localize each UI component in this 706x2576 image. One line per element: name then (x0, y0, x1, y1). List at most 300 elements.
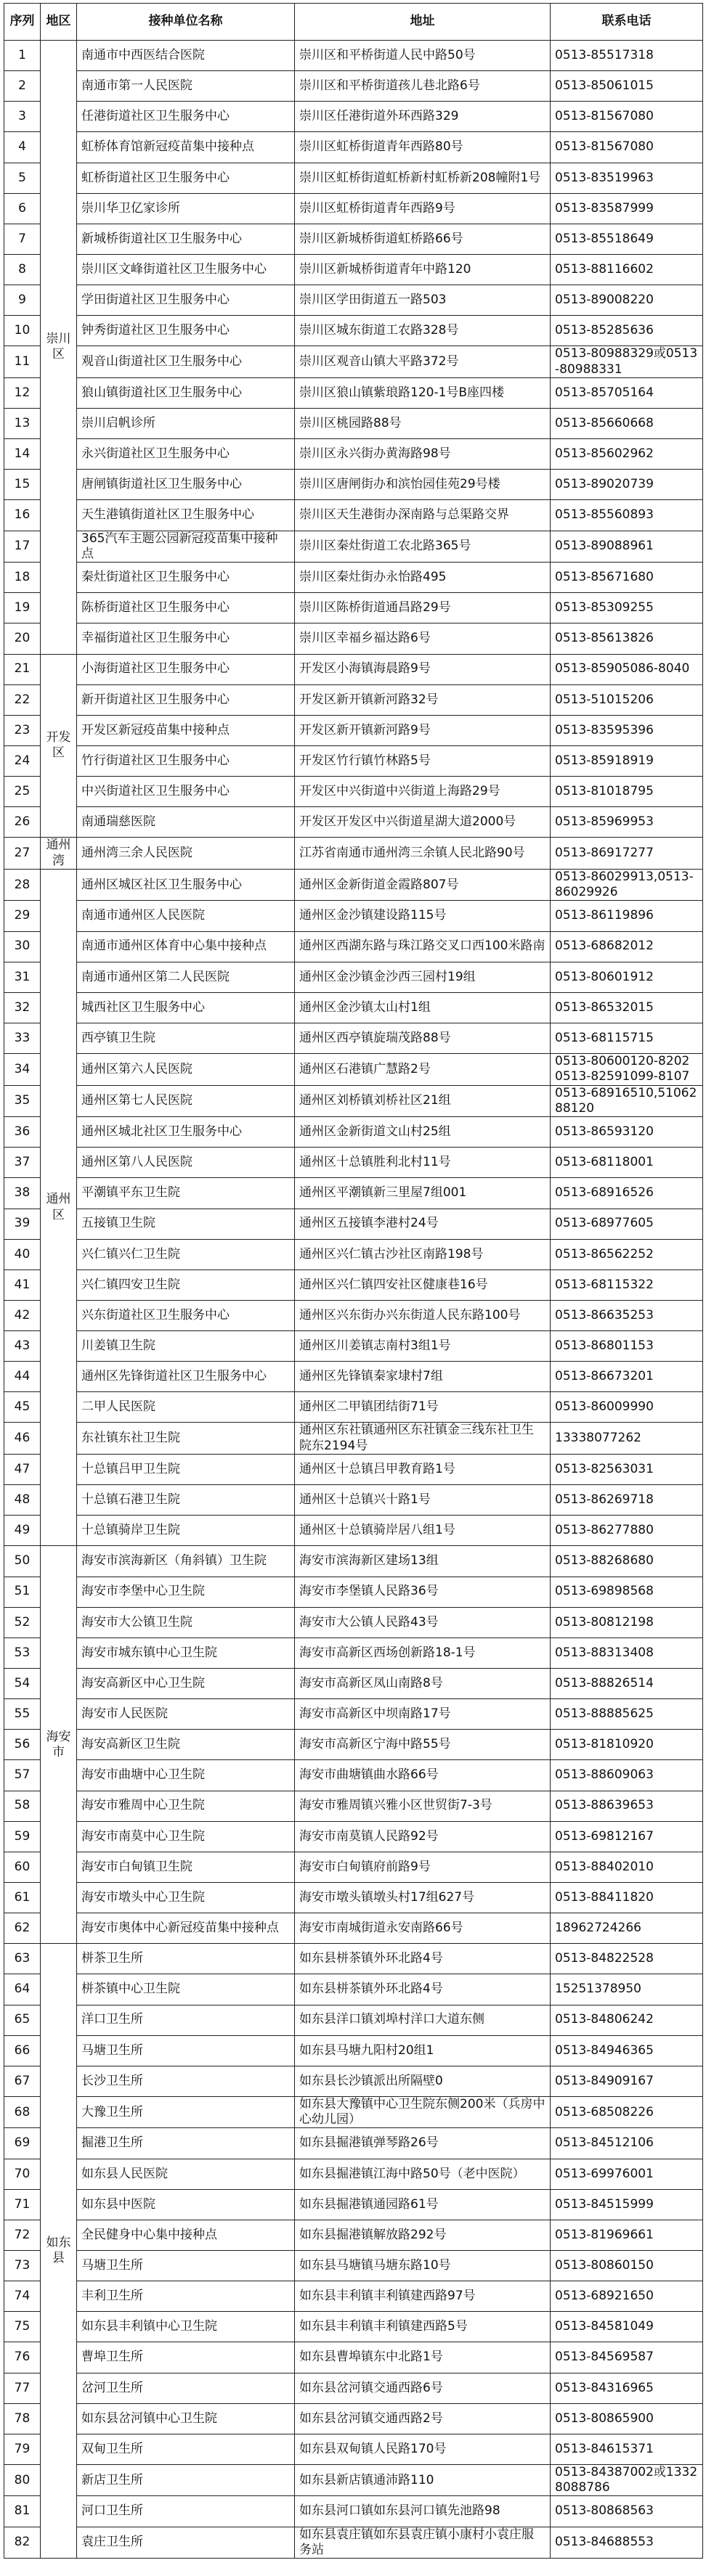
cell-site-name: 南通市通州区人民医院 (77, 901, 295, 931)
cell-site-name: 二甲人民医院 (77, 1392, 295, 1423)
cell-phone: 0513-85517318 (551, 41, 703, 71)
table-row (4, 2403, 703, 2434)
cell-phone: 0513-68115322 (551, 1269, 703, 1300)
cell-site-name: 南通市通州区体育中心集中接种点 (77, 931, 295, 962)
header-area: 地区 (41, 4, 77, 41)
cell-site-name: 袁庄卫生所 (77, 2527, 295, 2559)
cell-address: 如东县双甸镇人民路170号 (295, 2434, 551, 2464)
cell-phone: 0513-86593120 (551, 1117, 703, 1148)
cell-site-name: 南通市通州区第二人民医院 (77, 962, 295, 992)
cell-phone: 0513-88826514 (551, 1668, 703, 1698)
cell-seq: 38 (4, 1178, 41, 1209)
cell-site-name: 海安市城东镇中心卫生院 (77, 1637, 295, 1668)
cell-address: 如东县袁庄镇如东县袁庄镇小康村小袁庄服务站 (295, 2527, 551, 2559)
cell-site-name: 钟秀街道社区卫生服务中心 (77, 316, 295, 346)
cell-address: 崇川区虹桥街道虹桥新村虹桥新208幢附1号 (295, 163, 551, 193)
cell-seq: 25 (4, 777, 41, 807)
table-row (4, 1054, 703, 1086)
table-row (4, 254, 703, 285)
cell-site-name: 海安市墩头中心卫生院 (77, 1882, 295, 1913)
cell-phone: 0513-81567080 (551, 132, 703, 163)
cell-site-name: 通州区城北社区卫生服务中心 (77, 1117, 295, 1148)
cell-phone: 0513-68115715 (551, 1023, 703, 1053)
cell-phone: 0513-80600120-8202 0513-82591099-8107 (551, 1054, 703, 1086)
cell-seq: 4 (4, 132, 41, 163)
cell-seq: 67 (4, 2066, 41, 2096)
table-row (4, 654, 703, 684)
table-row (4, 2128, 703, 2159)
cell-site-name: 新开街道社区卫生服务中心 (77, 684, 295, 715)
cell-site-name: 双甸卫生所 (77, 2434, 295, 2464)
cell-phone: 0513-69976001 (551, 2159, 703, 2189)
cell-seq: 29 (4, 901, 41, 931)
cell-site-name: 任港街道社区卫生服务中心 (77, 102, 295, 132)
cell-phone: 0513-88313408 (551, 1637, 703, 1668)
cell-site-name: 通州湾三余人民医院 (77, 838, 295, 870)
cell-seq: 23 (4, 715, 41, 745)
cell-site-name: 永兴街道社区卫生服务中心 (77, 439, 295, 470)
table-row (4, 102, 703, 132)
header-address: 地址 (295, 4, 551, 41)
cell-seq: 36 (4, 1117, 41, 1148)
table-row (4, 2035, 703, 2066)
table-row (4, 623, 703, 654)
table-row (4, 409, 703, 439)
cell-phone: 0513-88116602 (551, 254, 703, 285)
cell-phone: 0513-84515999 (551, 2189, 703, 2220)
table-row (4, 470, 703, 500)
table-row (4, 1423, 703, 1455)
cell-phone: 0513-86009990 (551, 1392, 703, 1423)
table-row (4, 316, 703, 346)
cell-seq: 24 (4, 745, 41, 776)
cell-seq: 75 (4, 2312, 41, 2342)
cell-address: 崇川区学田街道五一路503 (295, 285, 551, 316)
cell-phone: 0513-83587999 (551, 193, 703, 224)
cell-phone: 0513-84316965 (551, 2373, 703, 2403)
table-row (4, 1852, 703, 1882)
table-row (4, 563, 703, 593)
cell-address: 如东县河口镇如东县河口镇先池路98 (295, 2496, 551, 2527)
cell-address: 如东县掘港镇弹琴路26号 (295, 2128, 551, 2159)
cell-address: 通州区十总镇骑岸居八组1号 (295, 1516, 551, 1546)
cell-address: 通州区十总镇吕甲教育路1号 (295, 1454, 551, 1484)
cell-address: 如东县丰利镇丰利镇建西路97号 (295, 2281, 551, 2312)
cell-site-name: 十总镇骑岸卫生院 (77, 1516, 295, 1546)
cell-address: 崇川区观音山镇大平路372号 (295, 346, 551, 378)
cell-seq: 70 (4, 2159, 41, 2189)
cell-site-name: 开发区新冠疫苗集中接种点 (77, 715, 295, 745)
cell-site-name: 栟茶卫生所 (77, 1944, 295, 1974)
cell-address: 通州区兴仁镇古沙社区南路198号 (295, 1239, 551, 1269)
cell-address: 海安市南莫镇人民路92号 (295, 1821, 551, 1852)
cell-address: 开发区中兴街道中兴街道上海路29号 (295, 777, 551, 807)
table-row (4, 2189, 703, 2220)
cell-site-name: 马塘卫生所 (77, 2035, 295, 2066)
cell-phone: 0513-86673201 (551, 1362, 703, 1392)
cell-site-name: 十总镇吕甲卫生院 (77, 1454, 295, 1484)
cell-address: 通州区金沙镇太山村1组 (295, 992, 551, 1023)
cell-seq: 33 (4, 1023, 41, 1053)
cell-address: 如东县新店镇通沛路110 (295, 2464, 551, 2496)
cell-seq: 65 (4, 2005, 41, 2035)
cell-address: 海安市白甸镇府前路9号 (295, 1852, 551, 1882)
cell-phone: 0513-82563031 (551, 1454, 703, 1484)
cell-phone: 0513-86532015 (551, 992, 703, 1023)
cell-seq: 41 (4, 1269, 41, 1300)
cell-area: 开发区 (41, 654, 77, 838)
cell-site-name: 崇川华卫亿家诊所 (77, 193, 295, 224)
cell-phone: 0513-80860150 (551, 2251, 703, 2281)
cell-phone: 0513-86119896 (551, 901, 703, 931)
cell-seq: 3 (4, 102, 41, 132)
cell-site-name: 十总镇石港卫生院 (77, 1485, 295, 1516)
table-row (4, 1944, 703, 1974)
cell-phone: 0513-88411820 (551, 1882, 703, 1913)
cell-phone: 0513-86269718 (551, 1485, 703, 1516)
cell-site-name: 海安高新区卫生院 (77, 1730, 295, 1760)
cell-phone: 0513-84946365 (551, 2035, 703, 2066)
table-row (4, 500, 703, 531)
cell-site-name: 海安市滨海新区（角斜镇）卫生院 (77, 1546, 295, 1577)
cell-seq: 71 (4, 2189, 41, 2220)
cell-address: 如东县曹埠镇东中北路1号 (295, 2342, 551, 2373)
table-row (4, 2527, 703, 2559)
cell-site-name: 东社镇东社卫生院 (77, 1423, 295, 1455)
table-row (4, 807, 703, 838)
cell-seq: 77 (4, 2373, 41, 2403)
cell-seq: 44 (4, 1362, 41, 1392)
cell-site-name: 如东县岔河镇中心卫生院 (77, 2403, 295, 2434)
cell-area: 海安市 (41, 1546, 77, 1944)
cell-address: 崇川区狼山镇紫琅路120-1号B座四楼 (295, 377, 551, 408)
table-row (4, 2281, 703, 2312)
table-row (4, 1974, 703, 2005)
cell-seq: 46 (4, 1423, 41, 1455)
cell-phone: 0513-85660668 (551, 409, 703, 439)
cell-seq: 20 (4, 623, 41, 654)
cell-phone: 0513-86801153 (551, 1331, 703, 1362)
cell-phone: 0513-86562252 (551, 1239, 703, 1269)
cell-site-name: 城西社区卫生服务中心 (77, 992, 295, 1023)
cell-address: 通州区西亭镇旋瑞茂路88号 (295, 1023, 551, 1053)
cell-phone: 0513-86635253 (551, 1300, 703, 1330)
cell-phone: 0513-84806242 (551, 2005, 703, 2035)
cell-seq: 76 (4, 2342, 41, 2373)
cell-seq: 7 (4, 224, 41, 254)
table-row (4, 2464, 703, 2496)
cell-address: 通州区东社镇通州区东社镇金三线东社卫生院东2194号 (295, 1423, 551, 1455)
header-name: 接种单位名称 (77, 4, 295, 41)
cell-area: 通州区 (41, 869, 77, 1546)
cell-phone: 0513-85705164 (551, 377, 703, 408)
cell-address: 开发区竹行镇竹林路5号 (295, 745, 551, 776)
cell-phone: 0513-84688553 (551, 2527, 703, 2559)
cell-address: 如东县马塘九阳村20组1 (295, 2035, 551, 2066)
table-row (4, 285, 703, 316)
cell-phone: 0513-85560893 (551, 500, 703, 531)
table-row (4, 1791, 703, 1821)
cell-address: 开发区新开镇新河路32号 (295, 684, 551, 715)
cell-seq: 26 (4, 807, 41, 838)
cell-site-name: 马塘卫生所 (77, 2251, 295, 2281)
cell-seq: 57 (4, 1760, 41, 1791)
cell-address: 通州区西湖东路与珠江路交叉口西100米路南 (295, 931, 551, 962)
cell-seq: 59 (4, 1821, 41, 1852)
cell-phone: 0513-85671680 (551, 563, 703, 593)
cell-site-name: 通州区城区社区卫生服务中心 (77, 869, 295, 901)
cell-site-name: 虹桥街道社区卫生服务中心 (77, 163, 295, 193)
cell-address: 通州区金沙镇建设路115号 (295, 901, 551, 931)
cell-seq: 72 (4, 2220, 41, 2250)
cell-phone: 0513-85061015 (551, 71, 703, 102)
table-row (4, 1882, 703, 1913)
cell-site-name: 海安市人民医院 (77, 1699, 295, 1730)
cell-phone: 0513-86029913,0513-86029926 (551, 869, 703, 901)
cell-site-name: 川姜镇卫生院 (77, 1331, 295, 1362)
cell-address: 崇川区天生港街办深南路与总渠路交界 (295, 500, 551, 531)
cell-address: 崇川区桃园路88号 (295, 409, 551, 439)
cell-site-name: 崇川区文峰街道社区卫生服务中心 (77, 254, 295, 285)
table-row (4, 1023, 703, 1053)
table-row (4, 745, 703, 776)
cell-address: 崇川区唐闸街办和滨怡园佳苑29号楼 (295, 470, 551, 500)
cell-seq: 13 (4, 409, 41, 439)
cell-seq: 62 (4, 1913, 41, 1944)
cell-seq: 39 (4, 1209, 41, 1239)
cell-address: 海安市南城街道永安南路66号 (295, 1913, 551, 1944)
cell-site-name: 海安高新区中心卫生院 (77, 1668, 295, 1698)
cell-seq: 6 (4, 193, 41, 224)
cell-seq: 12 (4, 377, 41, 408)
cell-seq: 30 (4, 931, 41, 962)
cell-seq: 56 (4, 1730, 41, 1760)
cell-seq: 48 (4, 1485, 41, 1516)
cell-site-name: 通州区第八人民医院 (77, 1148, 295, 1178)
table-row (4, 531, 703, 563)
cell-phone: 0513-68118001 (551, 1148, 703, 1178)
cell-site-name: 秦灶街道社区卫生服务中心 (77, 563, 295, 593)
cell-seq: 81 (4, 2496, 41, 2527)
header-row (4, 4, 703, 41)
table-header (4, 4, 703, 41)
cell-phone: 0513-85309255 (551, 593, 703, 623)
cell-address: 海安市墩头镇墩头村17组627号 (295, 1882, 551, 1913)
cell-site-name: 平潮镇平东卫生院 (77, 1178, 295, 1209)
cell-phone: 0513-88885625 (551, 1699, 703, 1730)
cell-seq: 5 (4, 163, 41, 193)
page (0, 3, 706, 2576)
table-row (4, 2312, 703, 2342)
cell-seq: 11 (4, 346, 41, 378)
cell-site-name: 丰利卫生所 (77, 2281, 295, 2312)
cell-address: 通州区先锋镇秦家埭村7组 (295, 1362, 551, 1392)
cell-site-name: 如东县中医院 (77, 2189, 295, 2220)
cell-address: 如东县洋口镇刘埠村洋口大道东侧 (295, 2005, 551, 2035)
table-row (4, 869, 703, 901)
cell-seq: 78 (4, 2403, 41, 2434)
cell-site-name: 通州区先锋街道社区卫生服务中心 (77, 1362, 295, 1392)
table-row (4, 1637, 703, 1668)
cell-seq: 34 (4, 1054, 41, 1086)
table-row (4, 1607, 703, 1637)
cell-phone: 0513-85602962 (551, 439, 703, 470)
cell-site-name: 南通市第一人民医院 (77, 71, 295, 102)
table-row (4, 2434, 703, 2464)
cell-area: 崇川区 (41, 41, 77, 655)
table-row (4, 1577, 703, 1607)
cell-address: 通州区金沙镇金沙西三园村19组 (295, 962, 551, 992)
cell-site-name: 崇川启帆诊所 (77, 409, 295, 439)
cell-seq: 40 (4, 1239, 41, 1269)
cell-address: 开发区新开镇新河路9号 (295, 715, 551, 745)
cell-phone: 0513-83519963 (551, 163, 703, 193)
cell-address: 崇川区新城桥街道虹桥路66号 (295, 224, 551, 254)
table-row (4, 593, 703, 623)
table-row (4, 163, 703, 193)
cell-address: 通州区十总镇兴十路1号 (295, 1485, 551, 1516)
vaccination-sites-table (4, 3, 703, 2559)
table-row (4, 1362, 703, 1392)
cell-phone: 0513-81018795 (551, 777, 703, 807)
cell-phone: 0513-68916510,5106288120 (551, 1085, 703, 1117)
cell-address: 通州区川姜镇志南村3组1号 (295, 1331, 551, 1362)
cell-seq: 43 (4, 1331, 41, 1362)
cell-site-name: 新城桥街道社区卫生服务中心 (77, 224, 295, 254)
cell-site-name: 陈桥街道社区卫生服务中心 (77, 593, 295, 623)
cell-phone: 0513-68916526 (551, 1178, 703, 1209)
cell-seq: 8 (4, 254, 41, 285)
cell-site-name: 365汽车主题公园新冠疫苗集中接种点 (77, 531, 295, 563)
cell-site-name: 西亭镇卫生院 (77, 1023, 295, 1053)
cell-phone: 0513-83595396 (551, 715, 703, 745)
cell-phone: 0513-51015206 (551, 684, 703, 715)
table-row (4, 1699, 703, 1730)
table-body (4, 41, 703, 2559)
cell-seq: 35 (4, 1085, 41, 1117)
cell-phone: 0513-68921650 (551, 2281, 703, 2312)
cell-seq: 52 (4, 1607, 41, 1637)
cell-seq: 17 (4, 531, 41, 563)
cell-address: 崇川区和平桥街道人民中路50号 (295, 41, 551, 71)
cell-phone: 0513-84569587 (551, 2342, 703, 2373)
table-row (4, 838, 703, 870)
cell-site-name: 兴仁镇四安卫生院 (77, 1269, 295, 1300)
cell-address: 通州区平潮镇新三里屋7组001 (295, 1178, 551, 1209)
cell-site-name: 海安市李堡中心卫生院 (77, 1577, 295, 1607)
cell-address: 海安市高新区凤山南路8号 (295, 1668, 551, 1698)
cell-seq: 19 (4, 593, 41, 623)
cell-phone: 0513-85518649 (551, 224, 703, 254)
cell-site-name: 兴东街道社区卫生服务中心 (77, 1300, 295, 1330)
cell-phone: 13338077262 (551, 1423, 703, 1455)
cell-phone: 18962724266 (551, 1913, 703, 1944)
cell-seq: 45 (4, 1392, 41, 1423)
cell-phone: 0513-84615371 (551, 2434, 703, 2464)
table-row (4, 1516, 703, 1546)
cell-address: 开发区小海镇海晨路9号 (295, 654, 551, 684)
cell-phone: 0513-84581049 (551, 2312, 703, 2342)
cell-seq: 54 (4, 1668, 41, 1698)
cell-site-name: 海安市奥体中心新冠疫苗集中接种点 (77, 1913, 295, 1944)
cell-address: 如东县丰利镇丰利镇建西路5号 (295, 2312, 551, 2342)
cell-address: 如东县掘港镇通园路61号 (295, 2189, 551, 2220)
cell-address: 通州区五接镇李港村24号 (295, 1209, 551, 1239)
cell-seq: 22 (4, 684, 41, 715)
cell-site-name: 长沙卫生所 (77, 2066, 295, 2096)
cell-address: 崇川区永兴街办黄海路98号 (295, 439, 551, 470)
cell-phone: 0513-84387002或13328088786 (551, 2464, 703, 2496)
cell-phone: 0513-86277880 (551, 1516, 703, 1546)
cell-address: 开发区开发区中兴街道星湖大道2000号 (295, 807, 551, 838)
cell-site-name: 掘港卫生所 (77, 2128, 295, 2159)
cell-seq: 27 (4, 838, 41, 870)
cell-address: 如东县岔河镇交通西路6号 (295, 2373, 551, 2403)
cell-seq: 49 (4, 1516, 41, 1546)
cell-seq: 50 (4, 1546, 41, 1577)
table-row (4, 224, 703, 254)
table-row (4, 132, 703, 163)
table-row (4, 1117, 703, 1148)
cell-site-name: 通州区第七人民医院 (77, 1085, 295, 1117)
cell-seq: 32 (4, 992, 41, 1023)
cell-seq: 21 (4, 654, 41, 684)
cell-address: 如东县大豫镇中心卫生院东侧200米（兵房中心幼儿园） (295, 2096, 551, 2128)
cell-seq: 1 (4, 41, 41, 71)
cell-address: 通州区兴东街办兴东街道人民东路100号 (295, 1300, 551, 1330)
table-row (4, 346, 703, 378)
cell-seq: 64 (4, 1974, 41, 2005)
cell-address: 通州区兴仁镇四安社区健康巷16号 (295, 1269, 551, 1300)
table-row (4, 2251, 703, 2281)
cell-address: 海安市滨海新区建场13组 (295, 1546, 551, 1577)
cell-address: 崇川区和平桥街道孩儿巷北路6号 (295, 71, 551, 102)
cell-phone: 0513-80988329或0513-80988331 (551, 346, 703, 378)
table-row (4, 1331, 703, 1362)
cell-address: 海安市雅周镇兴雅小区世贸街7-3号 (295, 1791, 551, 1821)
cell-phone: 0513-84822528 (551, 1944, 703, 1974)
cell-seq: 73 (4, 2251, 41, 2281)
table-row (4, 1546, 703, 1577)
table-row (4, 2220, 703, 2250)
cell-address: 如东县掘港镇江海中路50号（老中医院） (295, 2159, 551, 2189)
cell-seq: 42 (4, 1300, 41, 1330)
cell-site-name: 南通市中西医结合医院 (77, 41, 295, 71)
table-row (4, 1821, 703, 1852)
cell-seq: 37 (4, 1148, 41, 1178)
cell-seq: 53 (4, 1637, 41, 1668)
cell-address: 崇川区幸福乡福达路6号 (295, 623, 551, 654)
cell-address: 海安市高新区中坝南路17号 (295, 1699, 551, 1730)
cell-phone: 0513-68682012 (551, 931, 703, 962)
table-row (4, 377, 703, 408)
cell-site-name: 观音山街道社区卫生服务中心 (77, 346, 295, 378)
cell-site-name: 新店卫生所 (77, 2464, 295, 2496)
cell-site-name: 南通瑞慈医院 (77, 807, 295, 838)
cell-phone: 0513-80868563 (551, 2496, 703, 2527)
cell-area: 如东县 (41, 1944, 77, 2559)
cell-area: 通州湾 (41, 838, 77, 870)
table-row (4, 1454, 703, 1484)
cell-seq: 82 (4, 2527, 41, 2559)
cell-site-name: 海安市南莫中心卫生院 (77, 1821, 295, 1852)
table-row (4, 1392, 703, 1423)
cell-address: 通州区刘桥镇刘桥社区21组 (295, 1085, 551, 1117)
table-row (4, 71, 703, 102)
cell-site-name: 海安市大公镇卫生院 (77, 1607, 295, 1637)
cell-site-name: 曹埠卫生所 (77, 2342, 295, 2373)
table-row (4, 901, 703, 931)
